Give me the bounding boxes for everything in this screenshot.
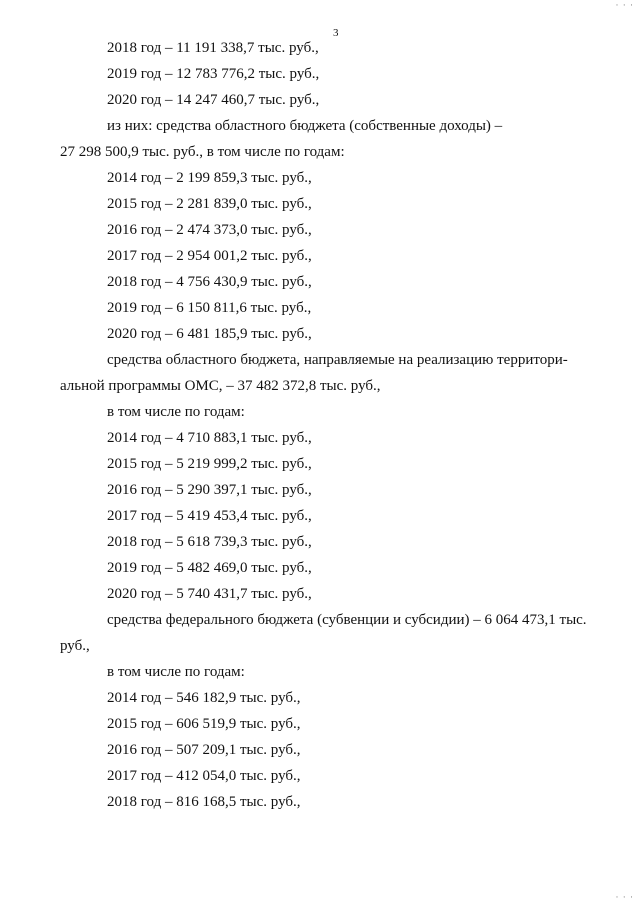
text-line: 2018 год – 816 168,5 тыс. руб., [107,794,301,810]
text-line: 2015 год – 606 519,9 тыс. руб., [107,716,301,732]
page-number: 3 [333,27,339,39]
text-line: 2015 год – 2 281 839,0 тыс. руб., [107,196,312,212]
text-line: 2019 год – 6 150 811,6 тыс. руб., [107,300,312,316]
text-line: 2019 год – 12 783 776,2 тыс. руб., [107,66,320,82]
document-body [0,38,640,818]
text-line: 2014 год – 2 199 859,3 тыс. руб., [107,170,312,186]
text-line: руб., [60,638,90,654]
text-line: 2016 год – 507 209,1 тыс. руб., [107,742,301,758]
text-line: 2018 год – 4 756 430,9 тыс. руб., [107,274,312,290]
text-line: альной программы ОМС, – 37 482 372,8 тыс. руб., [60,378,381,394]
text-line: 2016 год – 2 474 373,0 тыс. руб., [107,222,312,238]
corner-scan-mark: · · · [615,0,634,10]
text-line: 2016 год – 5 290 397,1 тыс. руб., [107,482,312,498]
text-line: 2019 год – 5 482 469,0 тыс. руб., [107,560,312,576]
text-line: 2015 год – 5 219 999,2 тыс. руб., [107,456,312,472]
text-line: 2018 год – 11 191 338,7 тыс. руб., [107,40,319,56]
text-line: 2020 год – 5 740 431,7 тыс. руб., [107,586,312,602]
text-line: 2017 год – 412 054,0 тыс. руб., [107,768,301,784]
text-line: в том числе по годам: [107,404,245,420]
text-line: 2017 год – 5 419 453,4 тыс. руб., [107,508,312,524]
text-line: средства областного бюджета, направляемые на реализацию территори- [107,352,568,368]
text-line: 2020 год – 14 247 460,7 тыс. руб., [107,92,320,108]
text-line: 2018 год – 5 618 739,3 тыс. руб., [107,534,312,550]
text-line: 2020 год – 6 481 185,9 тыс. руб., [107,326,312,342]
text-line: в том числе по годам: [107,664,245,680]
text-line: 2017 год – 2 954 001,2 тыс. руб., [107,248,312,264]
text-line: 2014 год – 546 182,9 тыс. руб., [107,690,301,706]
text-line: 27 298 500,9 тыс. руб., в том числе по годам: [60,144,345,160]
text-line: 2014 год – 4 710 883,1 тыс. руб., [107,430,312,446]
text-line: средства федерального бюджета (субвенции и субсидии) – 6 064 473,1 тыс. [107,612,587,628]
text-line: из них: средства областного бюджета (собственные доходы) – [107,118,503,134]
corner-scan-mark: · · · [615,892,634,902]
